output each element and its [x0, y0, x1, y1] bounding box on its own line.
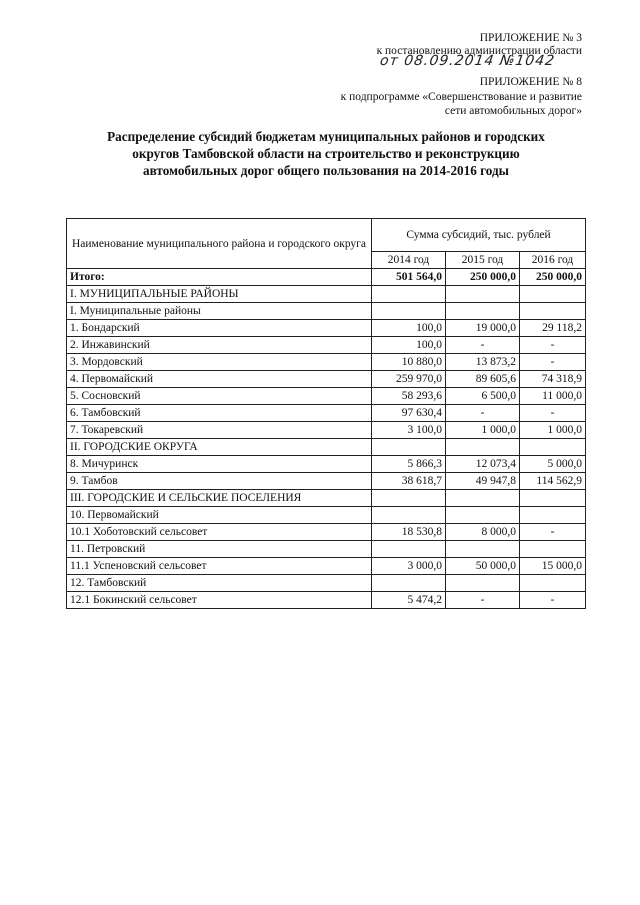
row-value-2016: 74 318,9: [520, 371, 586, 388]
section-row: [67, 303, 586, 320]
row-value-2015: 13 873,2: [446, 354, 520, 371]
row-value-2014: [372, 507, 446, 524]
table-row: [67, 558, 586, 575]
row-value-2014: 38 618,7: [372, 473, 446, 490]
row-value-2015: 12 073,4: [446, 456, 520, 473]
empty-cell: [520, 286, 586, 303]
row-value-2014: [372, 541, 446, 558]
row-value-2016: -: [520, 524, 586, 541]
total-2016: 250 000,0: [520, 269, 586, 286]
row-value-2014: 10 880,0: [372, 354, 446, 371]
title-line-3: автомобильных дорог общего пользования на 2014-2016 годы: [143, 163, 509, 178]
empty-cell: [520, 490, 586, 507]
row-value-2016: 5 000,0: [520, 456, 586, 473]
document-title: [40, 128, 612, 179]
title-line-2: округов Тамбовской области на строительство и реконструкцию: [132, 146, 520, 161]
row-value-2014: 58 293,6: [372, 388, 446, 405]
empty-cell: [520, 439, 586, 456]
column-header-2014: 2014 год: [372, 252, 446, 269]
row-value-2016: -: [520, 592, 586, 609]
row-value-2016: 1 000,0: [520, 422, 586, 439]
empty-cell: [520, 303, 586, 320]
empty-cell: [446, 439, 520, 456]
row-value-2016: -: [520, 405, 586, 422]
row-name: III. ГОРОДСКИЕ И СЕЛЬСКИЕ ПОСЕЛЕНИЯ: [67, 490, 372, 507]
row-value-2014: 3 000,0: [372, 558, 446, 575]
appendix-8-label: ПРИЛОЖЕНИЕ № 8: [479, 76, 582, 88]
row-value-2014: 100,0: [372, 337, 446, 354]
row-name: 11.1 Успеновский сельсовет: [67, 558, 372, 575]
row-value-2015: 1 000,0: [446, 422, 520, 439]
empty-cell: [372, 286, 446, 303]
resolution-ref: к постановлению администрации области: [376, 45, 582, 57]
table-row: [67, 388, 586, 405]
row-value-2014: [372, 575, 446, 592]
row-value-2016: [520, 575, 586, 592]
row-value-2015: -: [446, 592, 520, 609]
row-value-2016: 114 562,9: [520, 473, 586, 490]
row-value-2014: 3 100,0: [372, 422, 446, 439]
row-name: 10. Первомайский: [67, 507, 372, 524]
column-header-2016: 2016 год: [520, 252, 586, 269]
row-value-2015: 6 500,0: [446, 388, 520, 405]
row-value-2015: [446, 575, 520, 592]
row-value-2016: 15 000,0: [520, 558, 586, 575]
empty-cell: [372, 490, 446, 507]
row-value-2016: 11 000,0: [520, 388, 586, 405]
row-value-2014: 5 474,2: [372, 592, 446, 609]
table-row: [67, 354, 586, 371]
row-value-2015: 19 000,0: [446, 320, 520, 337]
row-name: 6. Тамбовский: [67, 405, 372, 422]
table-row: [67, 507, 586, 524]
table-row: [67, 320, 586, 337]
empty-cell: [446, 286, 520, 303]
section-row: [67, 439, 586, 456]
row-value-2016: -: [520, 337, 586, 354]
row-name: 2. Инжавинский: [67, 337, 372, 354]
row-name: 5. Сосновский: [67, 388, 372, 405]
column-header-sum: Сумма субсидий, тыс. рублей: [372, 219, 586, 252]
row-value-2016: 29 118,2: [520, 320, 586, 337]
table-row: [67, 337, 586, 354]
row-name: II. ГОРОДСКИЕ ОКРУГА: [67, 439, 372, 456]
row-value-2016: [520, 507, 586, 524]
table-row: [67, 456, 586, 473]
row-value-2014: 5 866,3: [372, 456, 446, 473]
empty-cell: [372, 439, 446, 456]
row-value-2015: -: [446, 337, 520, 354]
table-row: [67, 524, 586, 541]
title-line-1: Распределение субсидий бюджетам муниципальных районов и городских: [107, 129, 545, 144]
total-2015: 250 000,0: [446, 269, 520, 286]
empty-cell: [372, 303, 446, 320]
row-name: I. МУНИЦИПАЛЬНЫЕ РАЙОНЫ: [67, 286, 372, 303]
row-value-2014: 100,0: [372, 320, 446, 337]
row-value-2014: 18 530,8: [372, 524, 446, 541]
table-row: [67, 473, 586, 490]
row-value-2015: [446, 507, 520, 524]
row-name: 12. Тамбовский: [67, 575, 372, 592]
row-name: 11. Петровский: [67, 541, 372, 558]
row-value-2015: -: [446, 405, 520, 422]
row-value-2015: 50 000,0: [446, 558, 520, 575]
table-row: [67, 541, 586, 558]
empty-cell: [446, 303, 520, 320]
subprogram-ref-1: к подпрограмме «Совершенствование и развитие: [340, 91, 582, 103]
row-name: 4. Первомайский: [67, 371, 372, 388]
row-value-2014: 97 630,4: [372, 405, 446, 422]
section-row: [67, 490, 586, 507]
table-row: [67, 592, 586, 609]
row-value-2015: [446, 541, 520, 558]
subprogram-ref-2: сети автомобильных дорог»: [444, 105, 582, 117]
appendix-3-label: ПРИЛОЖЕНИЕ № 3: [479, 32, 582, 44]
row-value-2015: 89 605,6: [446, 371, 520, 388]
table-row: [67, 371, 586, 388]
total-label: Итого:: [67, 269, 372, 286]
subsidy-table: [66, 218, 586, 609]
table-row: [67, 575, 586, 592]
column-header-name: Наименование муниципального района и городского округа: [67, 219, 372, 269]
row-value-2015: 8 000,0: [446, 524, 520, 541]
handwritten-date-number: от 08.09.2014 №1042: [378, 53, 557, 69]
row-name: I. Муниципальные районы: [67, 303, 372, 320]
row-name: 3. Мордовский: [67, 354, 372, 371]
row-value-2014: 259 970,0: [372, 371, 446, 388]
row-name: 10.1 Хоботовский сельсовет: [67, 524, 372, 541]
table-row: [67, 422, 586, 439]
row-name: 1. Бондарский: [67, 320, 372, 337]
total-row: [67, 269, 586, 286]
row-name: 8. Мичуринск: [67, 456, 372, 473]
total-2014: 501 564,0: [372, 269, 446, 286]
row-value-2015: 49 947,8: [446, 473, 520, 490]
column-header-2015: 2015 год: [446, 252, 520, 269]
empty-cell: [446, 490, 520, 507]
row-name: 7. Токаревский: [67, 422, 372, 439]
table-row: [67, 405, 586, 422]
row-name: 12.1 Бокинский сельсовет: [67, 592, 372, 609]
row-name: 9. Тамбов: [67, 473, 372, 490]
section-row: [67, 286, 586, 303]
row-value-2016: [520, 541, 586, 558]
row-value-2016: -: [520, 354, 586, 371]
